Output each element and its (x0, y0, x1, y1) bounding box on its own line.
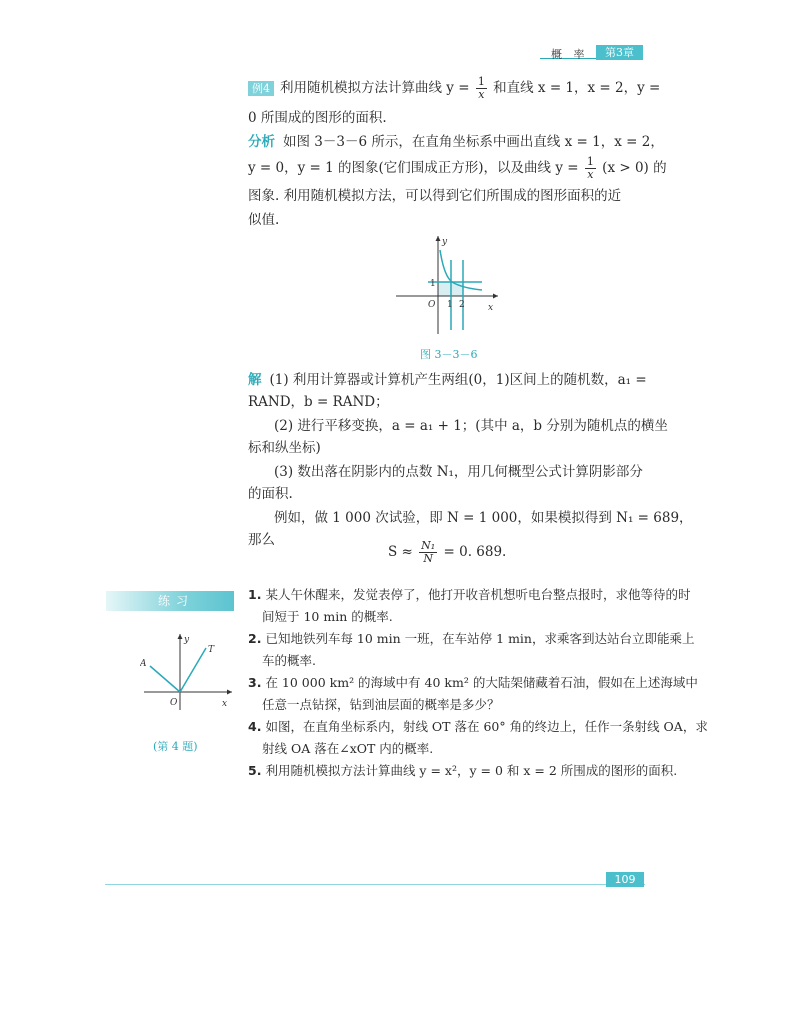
fig1-tick-x1: 1 (447, 300, 453, 310)
fig2-point-a-label: A (140, 659, 147, 669)
solution-step4-a: 例如，做 1 000 次试验，即 N = 1 000，如果模拟得到 N₁ = 689， (274, 510, 693, 526)
page-number: 109 (606, 872, 644, 887)
practice-item-4 (248, 716, 708, 760)
ray-oa (150, 666, 180, 692)
fig1-tick-y1: 1 (430, 279, 436, 289)
practice-item-5-no: 5. (248, 763, 262, 778)
analysis-line-1 (248, 128, 664, 156)
formula-num: N₁ (421, 539, 436, 552)
header-section: 概 率 (551, 48, 589, 61)
analysis-text-2a: y = 0，y = 1 的图象(它们围成正方形)，以及曲线 y = (248, 160, 579, 176)
fig2-origin-label: O (170, 698, 178, 708)
practice-item-3-line-2: 任意一点钻探，钻到油层面的概率是多少？ (262, 697, 500, 712)
practice-item-2-line-2: 车的概率. (262, 653, 316, 668)
practice-item-3-no: 3. (248, 675, 262, 690)
header-chapter-badge: 第3章 (596, 45, 643, 60)
example-tag: 例4 (248, 81, 274, 96)
practice-item-4-line-1: 如图，在直角坐标系内，射线 OT 落在 60° 角的终边上，任作一条射线 OA，求 (265, 719, 708, 734)
practice-item-1-no: 1. (248, 587, 262, 602)
practice-item-5 (248, 760, 708, 782)
solution-step3-b: 的面积. (248, 486, 293, 502)
solution-step2-a: (2) 进行平移变换，a = a₁ + 1；(其中 a，b 分别为随机点的横坐 (274, 418, 668, 434)
example-frac-den: x (478, 88, 485, 101)
solution-step1-a: (1) 利用计算器或计算机产生两组(0，1)区间上的随机数，a₁ = (269, 372, 647, 388)
practice-item-1-line-1: 某人午休醒来，发觉表停了，他打开收音机想听电台整点报时，求他等待的时 (265, 587, 691, 602)
fig1-x-label: x (488, 303, 494, 313)
solution-step2-b: 标和纵坐标) (248, 440, 321, 456)
example-fraction (476, 76, 487, 101)
figure-3-3-6-caption: 图 3－3－6 (420, 348, 478, 361)
analysis-line-3: 图象. 利用随机模拟方法，可以得到它们所围成的图形面积的近 (248, 188, 622, 204)
formula-den: N (423, 552, 433, 565)
analysis-line-4: 似值. (248, 212, 280, 228)
fig2-x-label: x (222, 699, 228, 709)
practice-item-1-line-2: 间短于 10 min 的概率. (262, 609, 393, 624)
example-text-b: 和直线 x = 1，x = 2，y = (493, 80, 661, 96)
analysis-fraction (585, 156, 596, 181)
practice-item-4-line-2: 射线 OA 落在∠xOT 内的概率. (262, 741, 434, 756)
formula-lhs: S ≈ (388, 544, 413, 560)
solution-step1-b: RAND，b = RAND； (248, 394, 389, 410)
fig1-tick-x2: 2 (459, 300, 465, 310)
practice-list (248, 584, 708, 782)
footer-rule (105, 884, 645, 885)
solution-step3-a: (3) 数出落在阴影内的点数 N₁，用几何概型公式计算阴影部分 (274, 464, 643, 480)
practice-item-4-no: 4. (248, 719, 262, 734)
formula-fraction (419, 540, 437, 565)
example-frac-num: 1 (477, 75, 485, 88)
x-axis-arrow (493, 294, 498, 299)
practice-item-1 (248, 584, 708, 628)
fig2-y-label: y (184, 635, 190, 645)
practice-title-bar (106, 591, 234, 611)
practice-item-3-line-1: 在 10 000 km² 的海域中有 40 km² 的大陆架储藏着石油，假如在上述海域中 (265, 675, 698, 690)
y-axis-arrow (436, 236, 441, 241)
example-line-2: 0 所围成的图形的面积. (248, 110, 387, 126)
example-line-1 (248, 74, 660, 102)
practice-item-2 (248, 628, 708, 672)
analysis-text-1: 如图 3－3－6 所示，在直角坐标系中画出直线 x = 1，x = 2， (283, 134, 664, 150)
example-text-a: 利用随机模拟方法计算曲线 y = (280, 80, 470, 96)
analysis-frac-den: x (587, 168, 594, 181)
ray-ot (180, 648, 206, 692)
solution-step4-b: 那么 (248, 532, 275, 548)
practice-item-2-line-1: 已知地铁列车每 10 min 一班，在车站停 1 min，求乘客到达站台立即能乘上 (265, 631, 695, 646)
practice-item-2-no: 2. (248, 631, 262, 646)
fig1-origin-label: O (428, 300, 436, 310)
q4-x-axis-arrow (227, 690, 232, 695)
practice-item-3 (248, 672, 708, 716)
formula-rhs: = 0. 689. (443, 544, 507, 560)
fig2-point-t-label: T (208, 645, 215, 655)
analysis-label: 分析 (248, 134, 275, 150)
figure-question-4-caption: (第 4 题) (153, 740, 198, 753)
analysis-line-2 (248, 154, 667, 182)
analysis-text-2b: (x > 0) 的 (602, 160, 667, 176)
practice-item-5-line-1: 利用随机模拟方法计算曲线 y = x²，y = 0 和 x = 2 所围成的图形的面积. (265, 763, 678, 778)
figure-question-4 (140, 628, 240, 718)
solution-label: 解 (248, 372, 262, 388)
analysis-frac-num: 1 (586, 155, 594, 168)
figure-3-3-6 (390, 230, 505, 340)
q4-y-axis-arrow (178, 634, 183, 639)
practice-title: 练习 (158, 594, 195, 608)
solution-formula (388, 538, 506, 566)
fig1-y-label: y (442, 237, 448, 247)
